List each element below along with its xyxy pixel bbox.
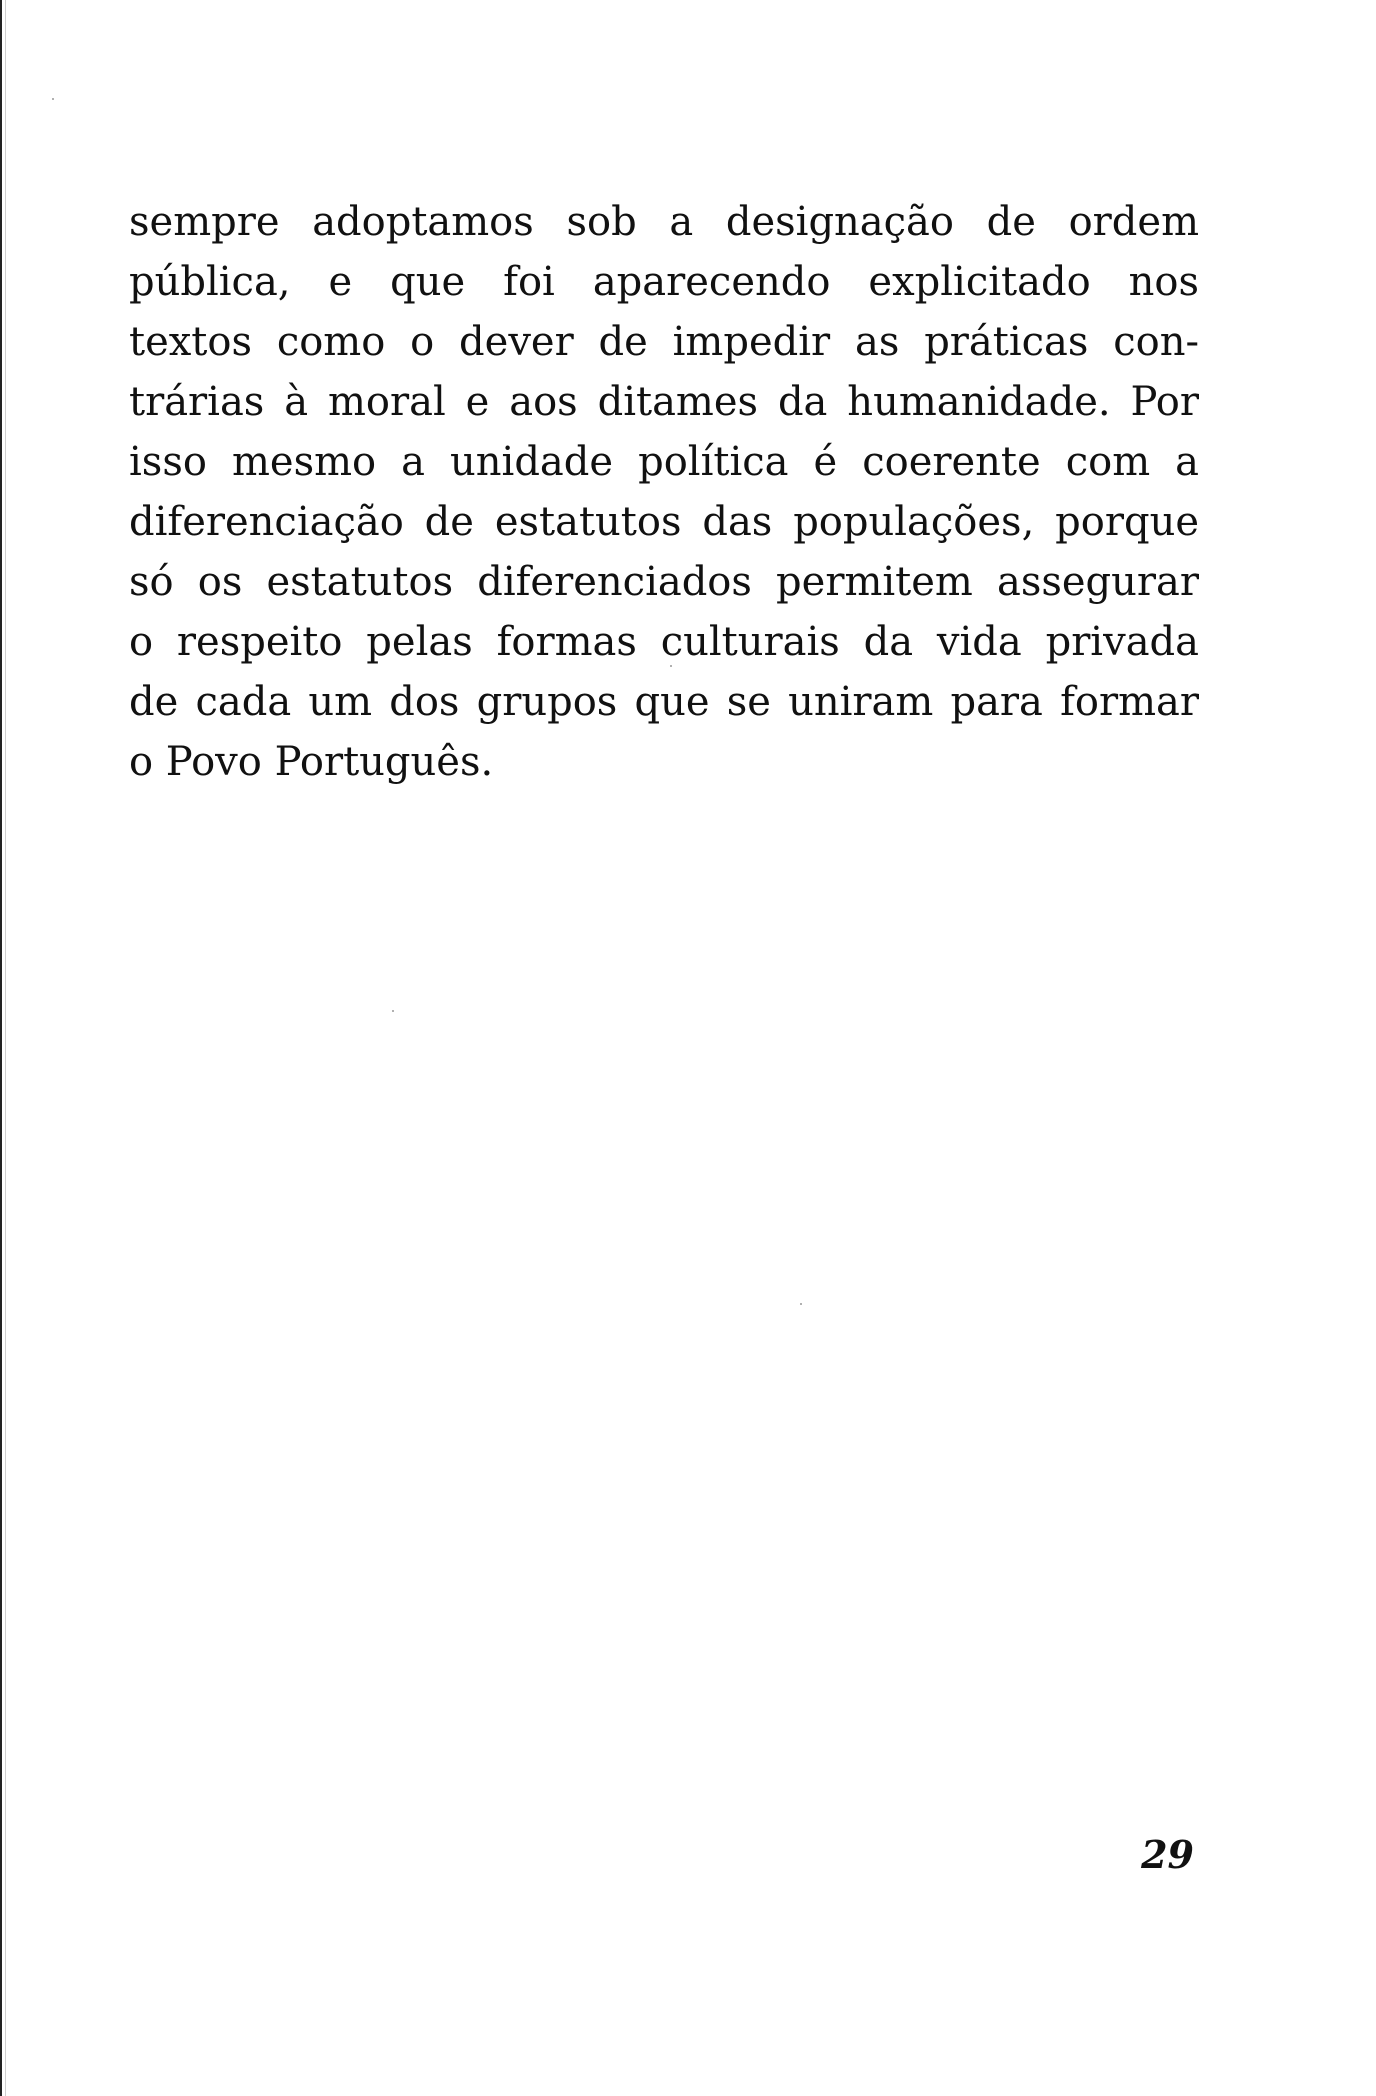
paragraph-line: pública, e que foi aparecendo explicitado nos	[129, 259, 1199, 305]
page-left-border	[0, 0, 2, 2096]
paragraph-line: textos como o dever de impedir as práticas con-	[129, 319, 1199, 365]
paragraph-line: só os estatutos diferenciados permitem assegurar	[129, 559, 1199, 605]
page-number: 29	[1141, 1832, 1194, 1877]
paragraph-line: o respeito pelas formas culturais da vida privada	[129, 619, 1199, 665]
page-left-shadow	[5, 0, 6, 2096]
paragraph-line: sempre adoptamos sob a designação de ordem	[129, 199, 1199, 245]
paragraph-line: diferenciação de estatutos das populações, porque	[129, 499, 1199, 545]
scan-speck	[670, 665, 672, 667]
scan-speck	[392, 1010, 394, 1012]
scan-speck	[52, 98, 54, 100]
scan-speck	[800, 1303, 802, 1305]
paragraph-line: de cada um dos grupos que se uniram para formar	[129, 679, 1199, 725]
body-paragraph	[129, 192, 1199, 792]
paragraph-line: isso mesmo a unidade política é coerente com a	[129, 439, 1199, 485]
paragraph-line: trárias à moral e aos ditames da humanidade. Por	[129, 379, 1199, 425]
paragraph-line-last: o Povo Português.	[129, 739, 494, 785]
